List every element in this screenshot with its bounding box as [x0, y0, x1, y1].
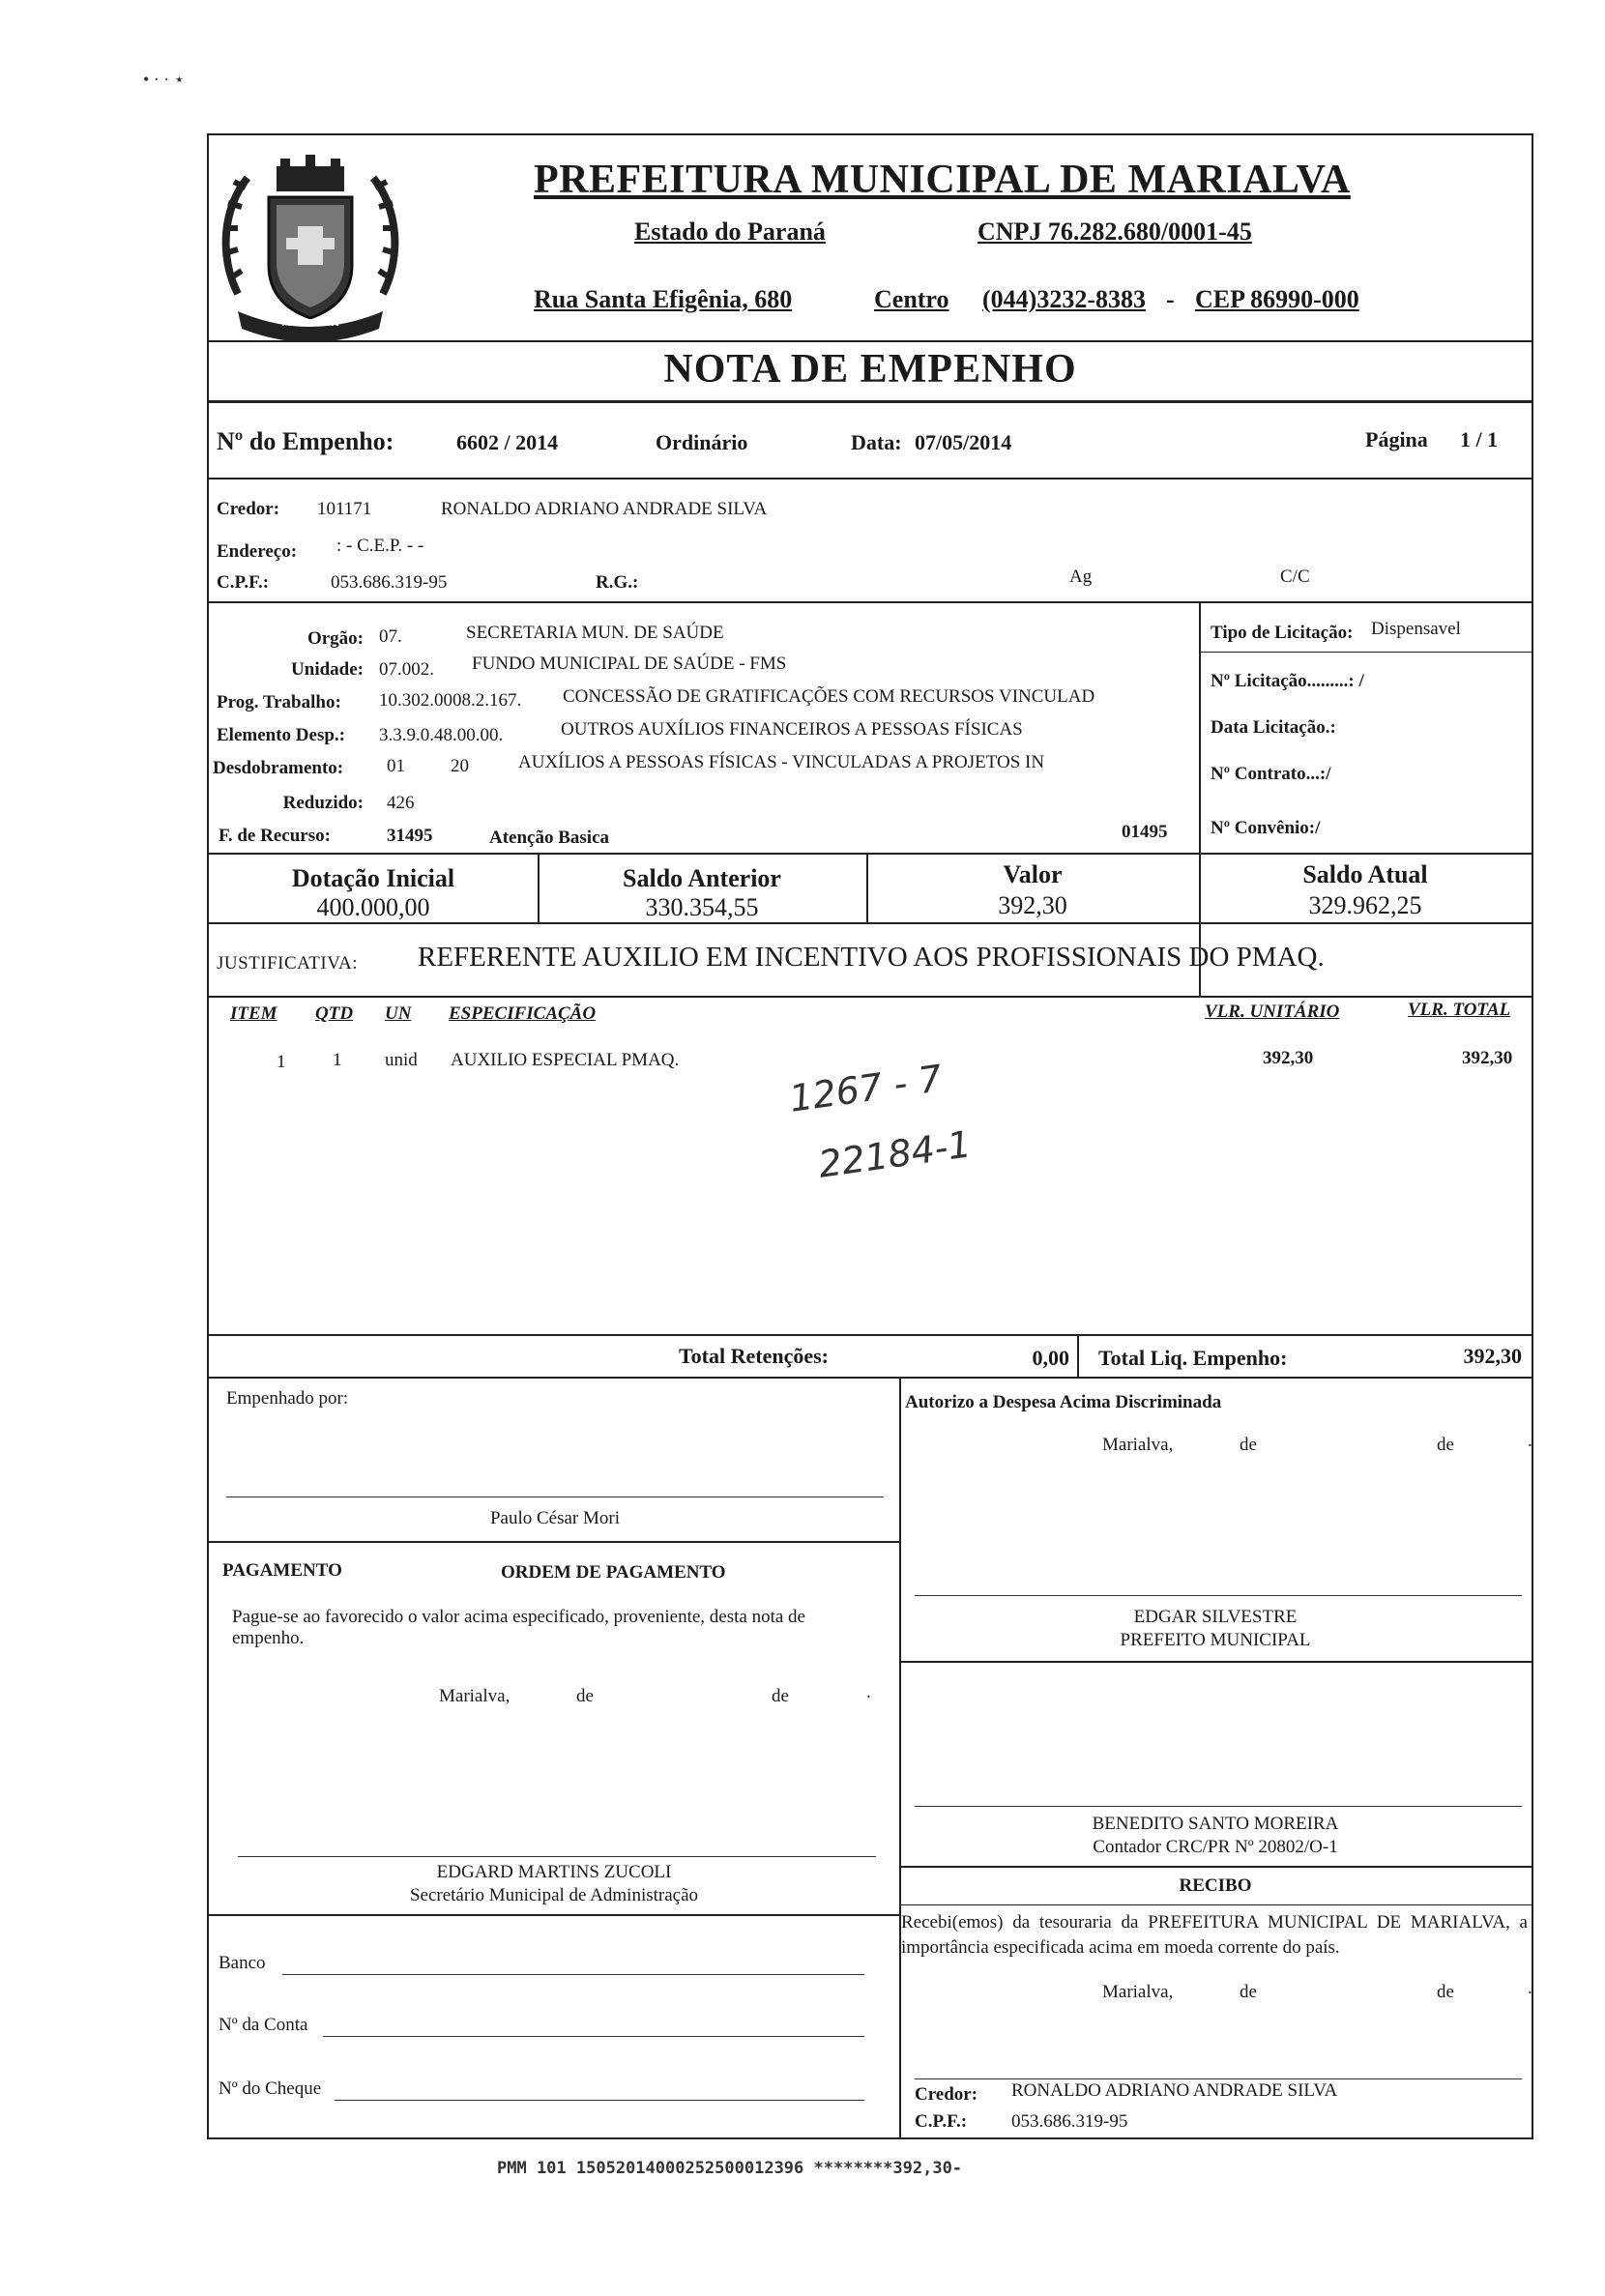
col-espec: ESPECIFICAÇÃO [449, 1003, 597, 1024]
date-value: 07/05/2014 [915, 430, 1012, 454]
credor-name: RONALDO ADRIANO ANDRADE SILVA [441, 499, 768, 519]
tipo-licitacao-label: Tipo de Licitação: Dispensavel [1211, 619, 1461, 643]
liq-label: Total Liq. Empenho: [1098, 1346, 1288, 1370]
saldo-atual-label: Saldo Atual [1302, 860, 1428, 888]
autorizo-dot: . [1528, 1431, 1532, 1451]
ag-label: Ag [1069, 567, 1093, 587]
col-total: VLR. TOTAL [1408, 1000, 1511, 1020]
recibo-de-2: de [1437, 1982, 1454, 2002]
contador-name: BENEDITO SANTO MOREIRA [1092, 1814, 1339, 1834]
saldo-atual-value: 329.962,25 [1308, 891, 1422, 919]
cpf-value: 053.686.319-95 [331, 572, 448, 593]
pagamento-city: Marialva, [439, 1686, 511, 1706]
pagamento-de-1: de [576, 1686, 594, 1706]
empenhado-name: Paulo César Mori [489, 1508, 621, 1528]
handwritten-note-1: 1267 - 7 [786, 1057, 946, 1120]
prefeito-name: EDGAR SILVESTRE [1133, 1607, 1298, 1627]
separator: - [1166, 285, 1175, 313]
recibo-text: Recebi(emos) da tesouraria da PREFEITURA MUNICIPAL DE MARIALVA, a importância especificada acima em moeda corrente do país. [901, 1912, 1528, 1958]
handwritten-note-2: 22184-1 [815, 1122, 975, 1186]
crest-banner-text: MARIALVA [281, 317, 339, 329]
cpf-label: C.P.F.: [217, 572, 270, 593]
liq-value: 392,30 [1463, 1344, 1522, 1368]
col-qtd: QTD [315, 1003, 354, 1024]
district: Centro [874, 285, 949, 313]
saldo-anterior-value: 330.354,55 [645, 893, 759, 921]
recibo-dot: . [1528, 1978, 1532, 1998]
cheque-label: Nº do Cheque [219, 2078, 322, 2099]
prog-label: Prog. Trabalho: [217, 692, 341, 712]
prog-code: 10.302.0008.2.167. [379, 690, 522, 711]
orgao-label: Orgão: [306, 628, 364, 649]
cnpj: CNPJ 76.282.680/0001-45 [978, 218, 1252, 246]
endereco-value: : - C.E.P. - - [336, 536, 424, 556]
valor-label: Valor [1003, 860, 1063, 888]
municipal-crest [209, 149, 412, 352]
data-licitacao-label: Data Licitação.: [1211, 717, 1336, 738]
col-item: ITEM [230, 1003, 277, 1024]
recibo-cpf-value: 053.686.319-95 [1011, 2111, 1128, 2132]
footer-code: PMM 101 15052014000252500012396 ********392,30- [497, 2159, 963, 2178]
total-cell: 392,30 [1462, 1048, 1513, 1068]
pagamento-label: PAGAMENTO [222, 1560, 342, 1581]
recibo-cpf-label: C.P.F.: [915, 2111, 968, 2132]
scan-mark: • · · ⋆ [143, 70, 186, 89]
banco-label: Banco [219, 1953, 266, 1973]
col-unit: VLR. UNITÁRIO [1205, 1002, 1340, 1022]
rg-label: R.G.: [596, 572, 639, 593]
saldo-anterior-label: Saldo Anterior [623, 864, 781, 892]
espec-cell: AUXILIO ESPECIAL PMAQ. [451, 1050, 680, 1070]
page-title: PREFEITURA MUNICIPAL DE MARIALVA [534, 158, 1351, 202]
orgao-code: 07. [379, 626, 402, 647]
autorizo-de-2: de [1437, 1435, 1454, 1455]
retencoes-value: 0,00 [1032, 1346, 1069, 1370]
pague-text: Pague-se ao favorecido o valor acima especificado, proveniente, desta nota de empenho. [232, 1607, 805, 1648]
unit-cell: 392,30 [1263, 1048, 1314, 1068]
desdob-label: Desdobramento: [213, 758, 344, 778]
un-cell: unid [385, 1050, 418, 1070]
recibo-credor-name: RONALDO ADRIANO ANDRADE SILVA [1011, 2080, 1338, 2101]
unidade-code: 07.002. [379, 659, 434, 680]
empenho-number: 6602 / 2014 [456, 430, 559, 454]
recibo-city: Marialva, [1102, 1982, 1174, 2002]
date-label: Data: [851, 430, 902, 454]
autorizo-de-1: de [1240, 1435, 1257, 1455]
prog-name: CONCESSÃO DE GRATIFICAÇÕES COM RECURSOS VINCULAD [563, 686, 1095, 707]
retencoes-label: Total Retenções: [679, 1344, 829, 1368]
orgao-name: SECRETARIA MUN. DE SAÚDE [466, 623, 724, 643]
page-label: Página [1365, 427, 1428, 451]
contrato-label: Nº Contrato...:/ [1211, 764, 1331, 784]
desdob-code1: 01 [387, 756, 405, 776]
unidade-label: Unidade: [291, 659, 364, 680]
state-name: Estado do Paraná [634, 218, 826, 246]
tipo-licitacao-value: Dispensavel [1371, 619, 1461, 639]
prefeito-title: PREFEITO MUNICIPAL [1120, 1630, 1311, 1650]
cep: CEP 86990-000 [1195, 285, 1359, 313]
autorizo-label: Autorizo a Despesa Acima Discriminada [905, 1392, 1222, 1412]
secretario-title: Secretário Municipal de Administração [409, 1885, 699, 1905]
cc-label: C/C [1280, 567, 1310, 587]
item-cell: 1 [277, 1052, 286, 1072]
autorizo-city: Marialva, [1102, 1435, 1174, 1455]
justificativa-text: REFERENTE AUXILIO EM INCENTIVO AOS PROFISSIONAIS DO PMAQ. [418, 942, 1325, 973]
page-value: 1 / 1 [1460, 427, 1499, 451]
secretario-name: EDGARD MARTINS ZUCOLI [436, 1862, 672, 1882]
convenio-label: Nº Convênio:/ [1211, 818, 1321, 838]
conta-label: Nº da Conta [219, 2015, 308, 2035]
empenho-type: Ordinário [656, 430, 748, 454]
empenhado-label: Empenhado por: [226, 1388, 349, 1409]
nota-de-empenho-form [207, 133, 1533, 2139]
desdob-name: AUXÍLIOS A PESSOAS FÍSICAS - VINCULADAS A PROJETOS IN [518, 752, 1045, 772]
dotacao-label: Dotação Inicial [291, 864, 455, 892]
ordem-pagamento-label: ORDEM DE PAGAMENTO [501, 1562, 726, 1583]
recurso-code: 31495 [387, 826, 433, 846]
num-licitacao-label: Nº Licitação.........: / [1211, 671, 1364, 691]
desdob-code2: 20 [451, 756, 469, 776]
elemento-label: Elemento Desp.: [217, 725, 345, 745]
endereco-label: Endereço: [217, 541, 298, 562]
valor-value: 392,30 [998, 891, 1067, 919]
recurso-label: F. de Recurso: [219, 826, 331, 846]
contador-title: Contador CRC/PR Nº 20802/O-1 [1093, 1837, 1338, 1857]
justificativa-label: JUSTIFICATIVA: [217, 953, 359, 974]
pagamento-de-2: de [772, 1686, 789, 1706]
doc-title: NOTA DE EMPENHO [663, 347, 1077, 392]
elemento-code: 3.3.9.0.48.00.00. [379, 725, 504, 745]
unidade-name: FUNDO MUNICIPAL DE SAÚDE - FMS [472, 654, 787, 674]
pagamento-dot: . [866, 1682, 871, 1702]
reduzido-value: 426 [387, 793, 415, 813]
recibo-label: RECIBO [1179, 1875, 1252, 1896]
reduzido-label: Reduzido: [282, 793, 364, 813]
col-un: UN [385, 1003, 412, 1024]
phone: (044)3232-8383 [982, 285, 1146, 313]
street-address: Rua Santa Efigênia, 680 [534, 285, 793, 313]
credor-code: 101171 [317, 499, 372, 519]
empenho-number-label: Nº do Empenho: [217, 427, 394, 455]
recurso-code2: 01495 [1122, 822, 1168, 842]
recurso-name: Atenção Basica [489, 828, 610, 848]
recibo-de-1: de [1240, 1982, 1257, 2002]
dotacao-value: 400.000,00 [316, 893, 430, 921]
qtd-cell: 1 [333, 1050, 342, 1070]
credor-label: Credor: [217, 499, 280, 519]
elemento-name: OUTROS AUXÍLIOS FINANCEIROS A PESSOAS FÍSICAS [561, 719, 1023, 740]
recibo-credor-label: Credor: [915, 2084, 978, 2105]
